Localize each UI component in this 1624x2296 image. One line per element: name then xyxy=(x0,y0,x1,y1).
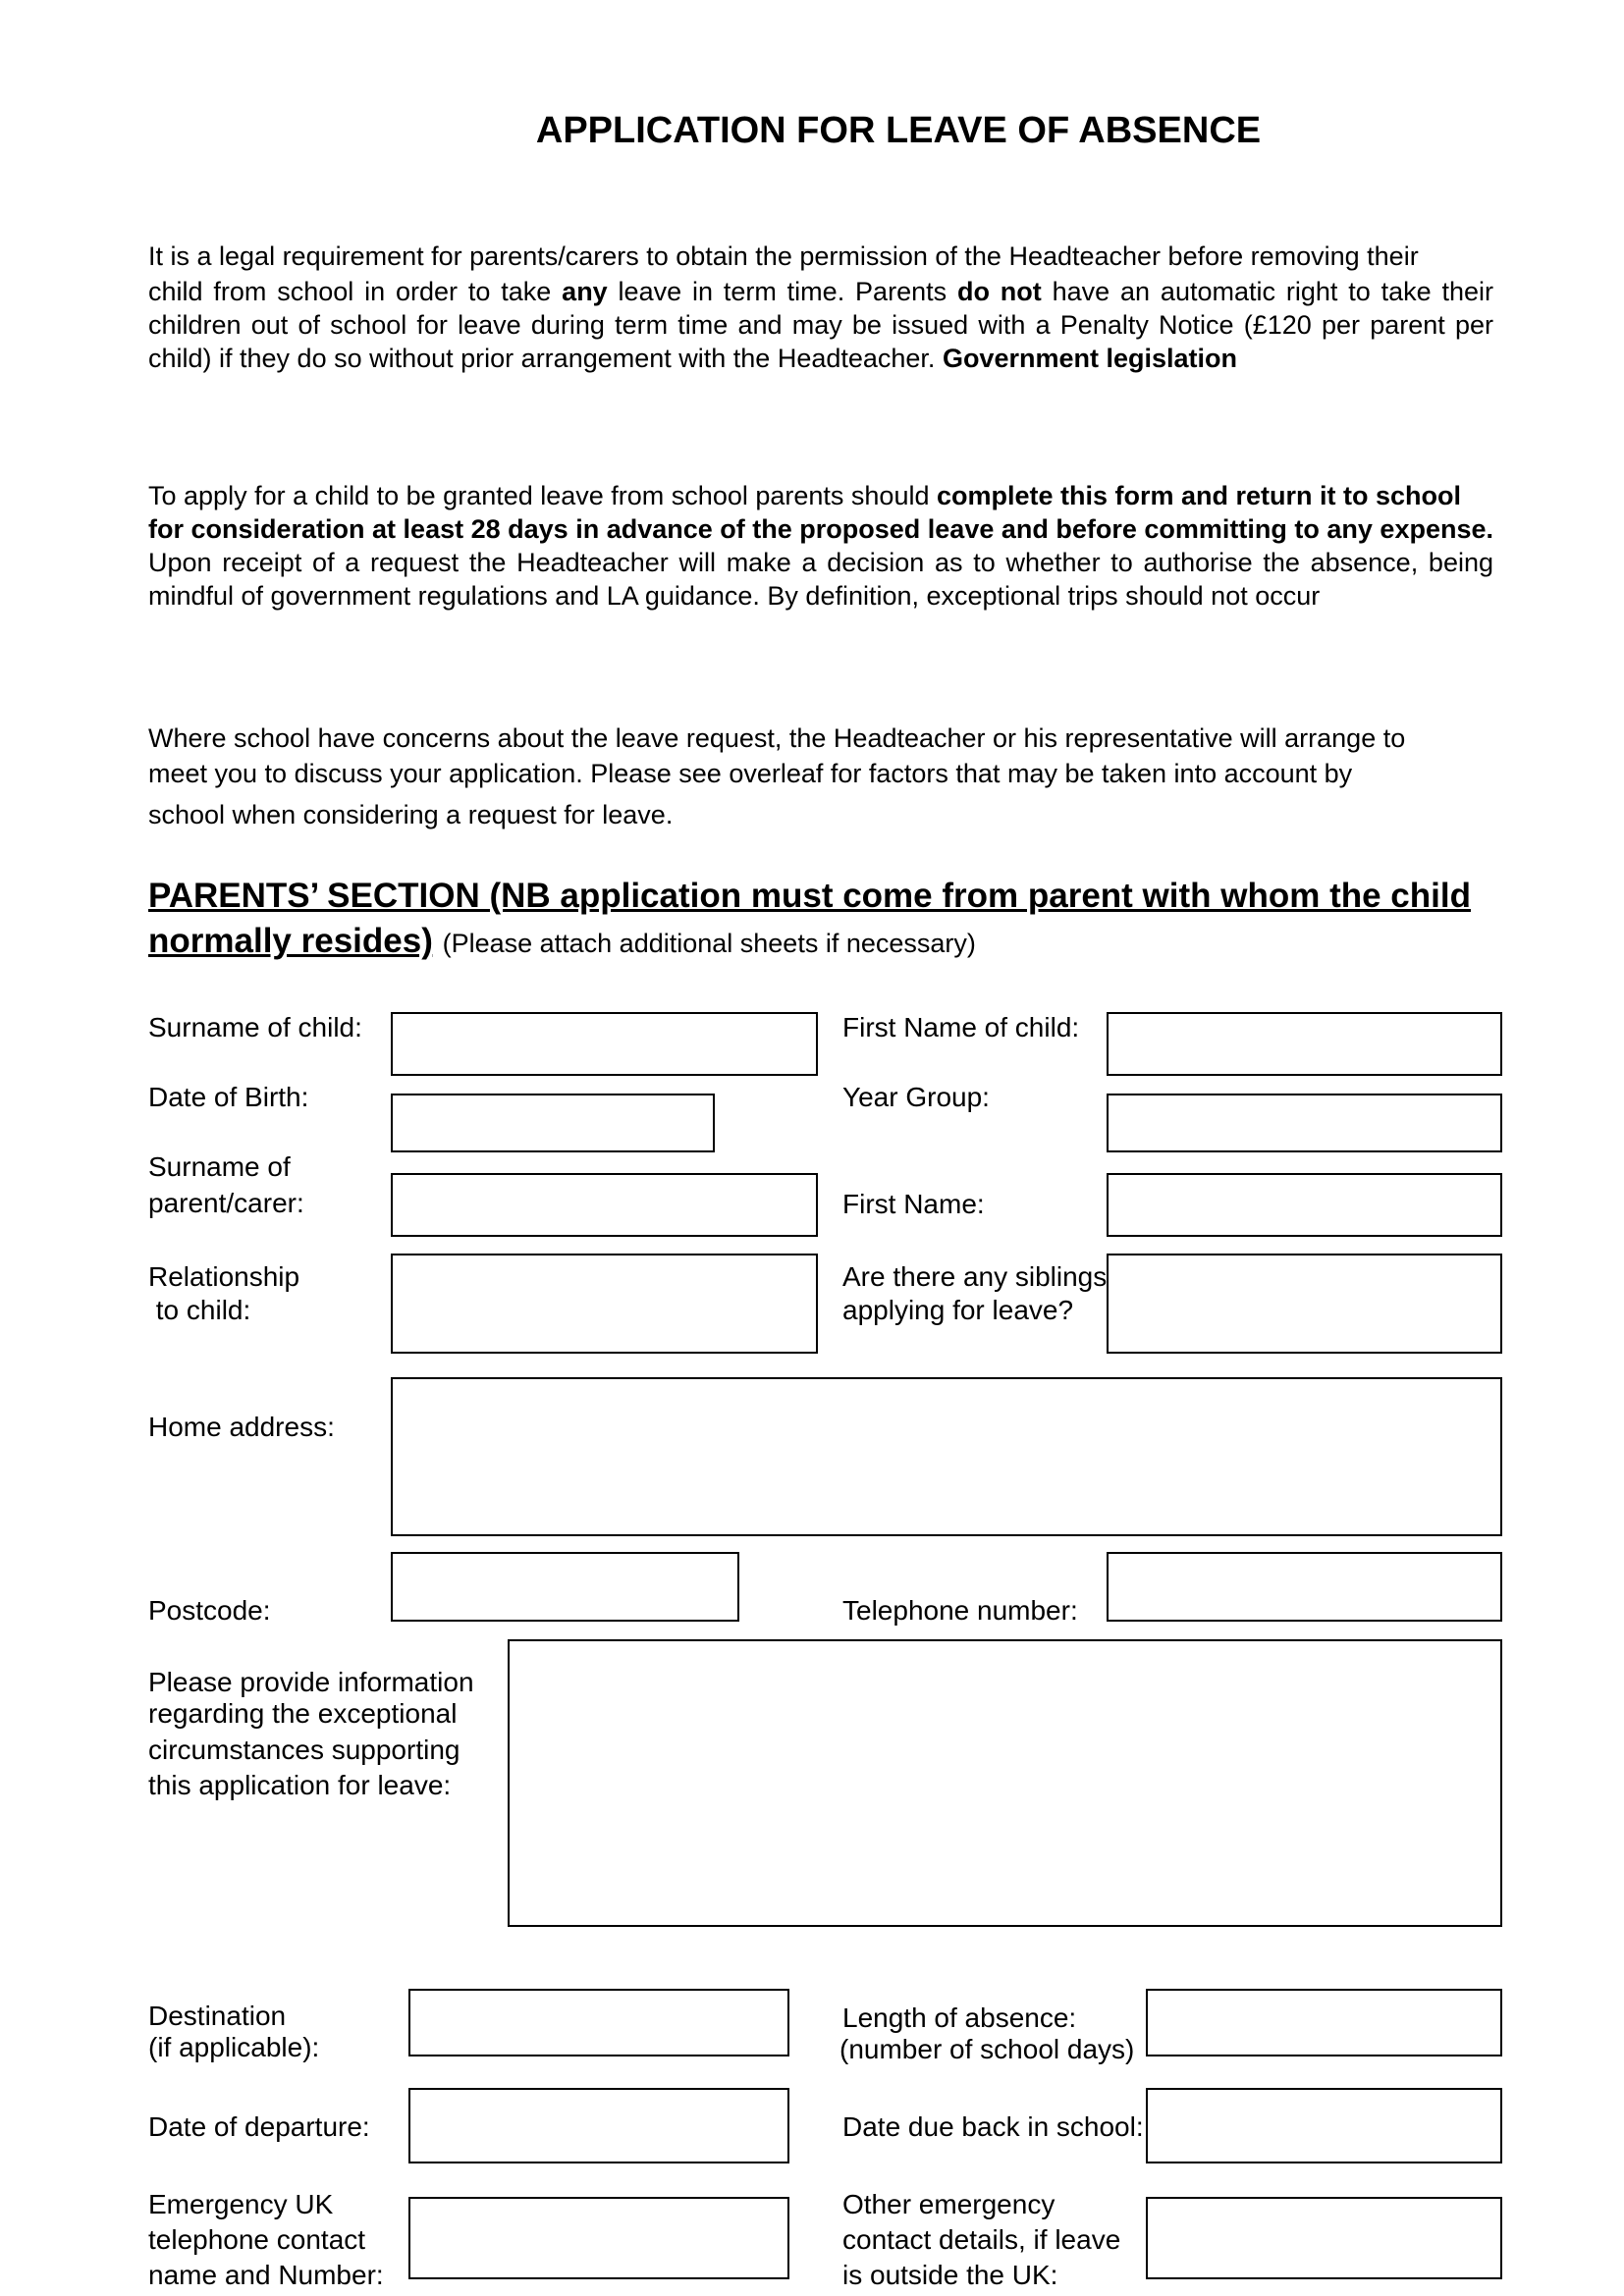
section-heading-line-1: PARENTS’ SECTION (NB application must come from parent with whom the child xyxy=(148,877,1471,915)
intro-p2-text-b: Upon receipt of a request the Headteacher will make a decision as to whether to authorise the absence, being mindful of government regulations and LA guidance. By definition, exceptional trips should not occur xyxy=(148,548,1493,611)
departure-field[interactable] xyxy=(408,2088,789,2163)
due-back-label: Date due back in school: xyxy=(842,2111,1144,2142)
destination-label-line-1: Destination xyxy=(148,2001,287,2031)
relationship-label-line-2: to child: xyxy=(148,1295,251,1325)
surname-parent-field[interactable] xyxy=(391,1173,818,1237)
intro-p1-bold-end: Government legislation xyxy=(942,344,1237,373)
surname-child-field[interactable] xyxy=(391,1012,818,1076)
home-address-field[interactable] xyxy=(391,1377,1502,1536)
surname-parent-label xyxy=(148,1150,304,1220)
exceptional-info-line-4: this application for leave: xyxy=(148,1770,452,1800)
intro-p1-any: any xyxy=(562,277,608,306)
postcode-label: Postcode: xyxy=(148,1595,271,1626)
parents-section-heading xyxy=(148,874,1523,966)
siblings-label-line-1: Are there any siblings xyxy=(842,1261,1108,1292)
length-absence-label-line-1: Length of absence: xyxy=(842,2002,1077,2033)
due-back-field[interactable] xyxy=(1146,2088,1502,2163)
year-group-field[interactable] xyxy=(1107,1094,1502,1152)
destination-field[interactable] xyxy=(408,1989,789,2056)
intro-p1-text-c: leave in term time. Parents xyxy=(607,277,957,306)
intro-paragraph-1 xyxy=(148,240,1493,448)
intro-paragraph-2 xyxy=(148,479,1493,685)
intro-p1-text-d: have an automatic right to take their children out of school for leave during term time and may be issued with a Penalty Notice (£120 per parent per child) if they do so without prior arrangement with the Headteacher. xyxy=(148,277,1493,373)
length-absence-label xyxy=(839,2002,1135,2065)
exceptional-info-line-2: regarding the exceptional xyxy=(148,1698,458,1729)
emergency-uk-label-line-1: Emergency UK xyxy=(148,2189,334,2219)
intro-p1-donot: do not xyxy=(956,277,1042,306)
intro-p3-line-b: meet you to discuss your application. Please see overleaf for factors that may be taken into account by xyxy=(148,759,1353,788)
surname-parent-label-line-1: Surname of xyxy=(148,1151,291,1182)
siblings-field[interactable] xyxy=(1107,1254,1502,1354)
exceptional-info-label xyxy=(148,1667,474,1801)
exceptional-info-line-1: Please provide information xyxy=(148,1667,474,1697)
destination-label xyxy=(148,2001,319,2063)
length-absence-label-line-2: (number of school days) xyxy=(839,2034,1135,2064)
intro-p1-body xyxy=(148,275,1493,375)
other-emergency-label-line-3: is outside the UK: xyxy=(842,2260,1058,2290)
first-name-child-field[interactable] xyxy=(1107,1012,1502,1076)
exceptional-info-field[interactable] xyxy=(508,1639,1502,1927)
relationship-label-line-1: Relationship xyxy=(148,1261,300,1292)
intro-paragraph-3 xyxy=(148,721,1493,832)
other-emergency-label xyxy=(842,2187,1120,2293)
dob-field[interactable] xyxy=(391,1094,715,1152)
length-absence-field[interactable] xyxy=(1146,1989,1502,2056)
year-group-label: Year Group: xyxy=(842,1082,990,1112)
intro-p2-bold-1: complete this form and return it to school xyxy=(936,481,1462,510)
intro-p3-line-c: school when considering a request for leave. xyxy=(148,800,674,829)
emergency-uk-label-line-3: name and Number: xyxy=(148,2260,384,2290)
surname-parent-label-line-2: parent/carer: xyxy=(148,1188,304,1218)
section-note: (Please attach additional sheets if necessary) xyxy=(442,929,976,958)
intro-p2-bold-2: for consideration at least 28 days in advance of the proposed leave and before committing to any expense. xyxy=(148,514,1493,544)
other-emergency-field[interactable] xyxy=(1146,2197,1502,2279)
section-heading-line-2: normally resides) xyxy=(148,922,433,960)
surname-child-label: Surname of child: xyxy=(148,1012,362,1042)
siblings-label xyxy=(842,1260,1107,1327)
intro-p2-body xyxy=(148,512,1493,613)
other-emergency-label-line-1: Other emergency xyxy=(842,2189,1056,2219)
dob-label: Date of Birth: xyxy=(148,1082,309,1112)
telephone-field[interactable] xyxy=(1107,1552,1502,1622)
first-name-field[interactable] xyxy=(1107,1173,1502,1237)
departure-label: Date of departure: xyxy=(148,2111,370,2142)
intro-p1-line-a: It is a legal requirement for parents/carers to obtain the permission of the Headteacher before removing their xyxy=(148,241,1419,271)
emergency-uk-field[interactable] xyxy=(408,2197,789,2279)
destination-label-line-2: (if applicable): xyxy=(148,2032,320,2062)
intro-p1-text-b: child from school in order to take xyxy=(148,277,563,306)
first-name-label: First Name: xyxy=(842,1189,985,1219)
relationship-label xyxy=(148,1260,299,1327)
siblings-label-line-2: applying for leave? xyxy=(842,1295,1074,1325)
exceptional-info-line-3: circumstances supporting xyxy=(148,1735,460,1765)
other-emergency-label-line-2: contact details, if leave xyxy=(842,2224,1121,2255)
first-name-child-label: First Name of child: xyxy=(842,1012,1080,1042)
home-address-label: Home address: xyxy=(148,1412,335,1442)
intro-p2-text-a: To apply for a child to be granted leave from school parents should xyxy=(148,481,937,510)
relationship-field[interactable] xyxy=(391,1254,818,1354)
page-title: APPLICATION FOR LEAVE OF ABSENCE xyxy=(535,110,1262,151)
telephone-label: Telephone number: xyxy=(842,1595,1078,1626)
intro-p3-line-a: Where school have concerns about the leave request, the Headteacher or his representative will arrange to xyxy=(148,723,1406,753)
emergency-uk-label xyxy=(148,2187,384,2293)
intro-p2-line-a xyxy=(148,479,1493,512)
emergency-uk-label-line-2: telephone contact xyxy=(148,2224,366,2255)
postcode-field[interactable] xyxy=(391,1552,739,1622)
